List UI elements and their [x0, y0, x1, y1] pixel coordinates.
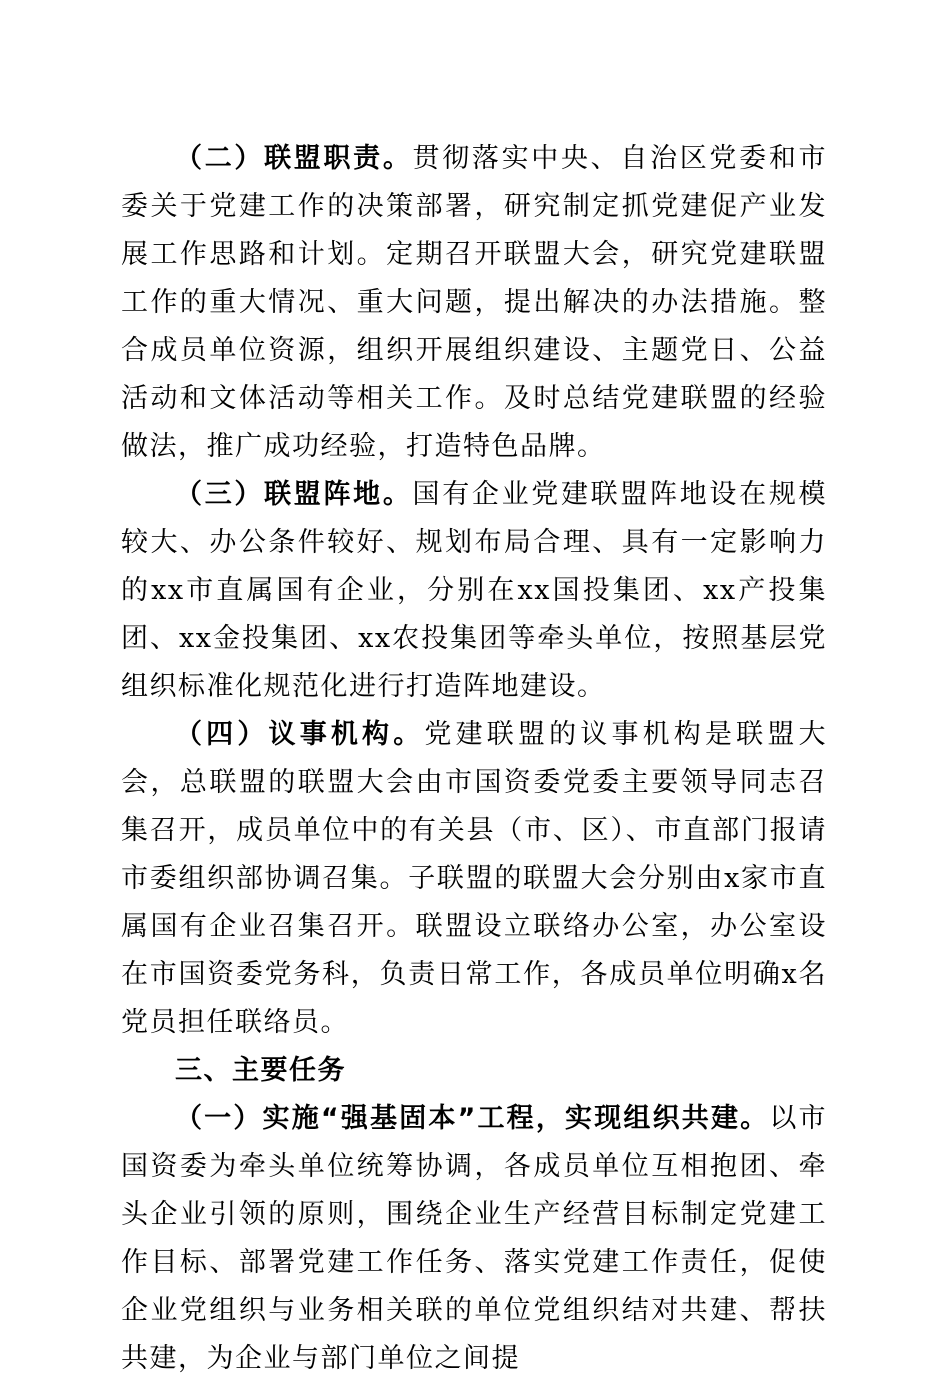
- paragraph-text: 国有企业党建联盟阵地设在规模较大、办公条件较好、规划布局合理、具有一定影响力的xx市直属国有企业，分别在xx国投集团、xx产投集团、xx金投集团、xx农投集团等牵头单位，按照基层党组织标准化规范化进行打造阵地建设。: [121, 479, 828, 702]
- paragraph-lead: （四）议事机构。: [175, 719, 425, 750]
- document-body: [121, 135, 827, 1383]
- paragraph-text: 以市国资委为牵头单位统筹协调，各成员单位互相抱团、牵头企业引领的原则，围绕企业生产经营目标制定党建工作目标、部署党建工作任务、落实党建工作责任，促使企业党组织与业务相关联的单位党组织结对共建、帮扶共建，为企业与部门单位之间提: [121, 1103, 827, 1374]
- paragraph-text: 贯彻落实中央、自治区党委和市委关于党建工作的决策部署，研究制定抓党建促产业发展工作思路和计划。定期召开联盟大会，研究党建联盟工作的重大情况、重大问题，提出解决的办法措施。整合成员单位资源，组织开展组织建设、主题党日、公益活动和文体活动等相关工作。及时总结党建联盟的经验做法，推广成功经验，打造特色品牌。: [121, 143, 828, 462]
- paragraph-alliance-duties: [121, 135, 827, 471]
- paragraph-alliance-base: [121, 471, 827, 711]
- paragraph-lead: （二）联盟职责。: [175, 143, 413, 174]
- paragraph-organization-building: [121, 1095, 827, 1383]
- paragraph-text: 党建联盟的议事机构是联盟大会，总联盟的联盟大会由市国资委党委主要领导同志召集召开，成员单位中的有关县（市、区）、市直部门报请市委组织部协调召集。子联盟的联盟大会分别由x家市直属国有企业召集召开。联盟设立联络办公室，办公室设在市国资委党务科，负责日常工作，各成员单位明确x名党员担任联络员。: [121, 719, 828, 1038]
- paragraph-deliberation-body: [121, 711, 827, 1047]
- section-heading: 三、主要任务: [175, 1055, 346, 1086]
- paragraph-lead: （三）联盟阵地。: [175, 479, 413, 510]
- paragraph-lead: （一）实施“强基固本”工程，实现组织共建。: [175, 1103, 770, 1134]
